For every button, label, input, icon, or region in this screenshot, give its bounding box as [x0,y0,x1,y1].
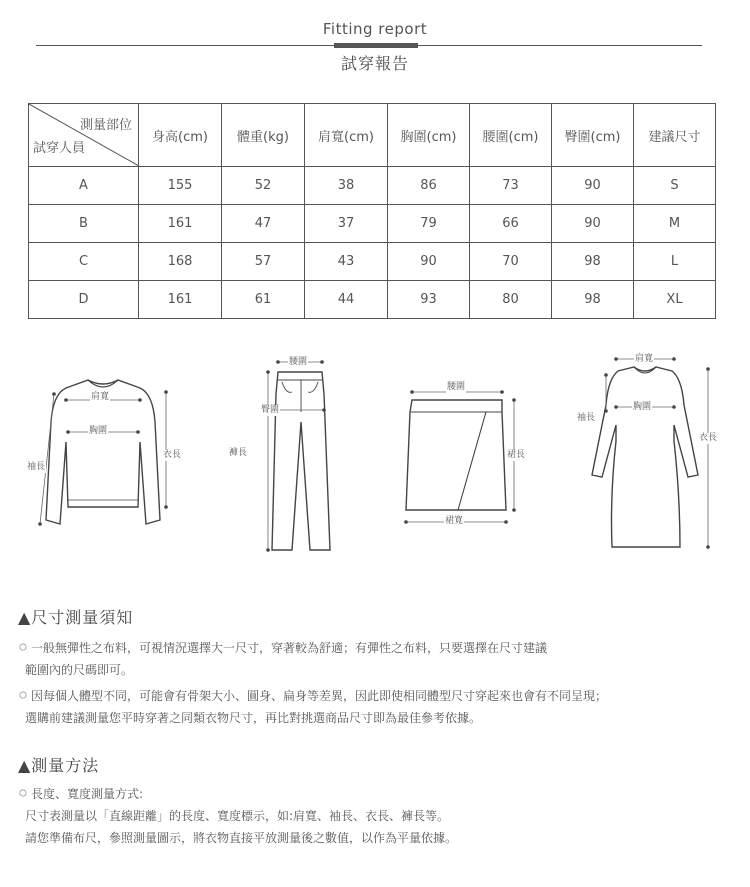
table-cell: M [634,205,716,243]
size-table [28,103,716,319]
note-paragraph-1 [18,637,547,681]
method-line-1: 長度、寬度測量方式: [31,787,144,801]
table-cell: 61 [222,281,305,319]
dress-measure-diagram [570,345,740,560]
table-cell: 155 [139,167,222,205]
label-waist: 腰圍 [289,357,308,367]
top-measure-diagram [18,352,198,562]
table-cell: 38 [305,167,388,205]
table-cell: 90 [388,243,470,281]
column-header: 建議尺寸 [634,104,716,167]
column-header: 臀圍(cm) [552,104,634,167]
label-skirt-hem: 裙寬 [445,516,464,526]
column-header: 身高(cm) [139,104,222,167]
table-cell: 47 [222,205,305,243]
label-pants-length: 褲長 [229,448,248,458]
column-header: 腰圍(cm) [470,104,552,167]
table-cell: 80 [470,281,552,319]
table-cell: 168 [139,243,222,281]
table-cell: 161 [139,205,222,243]
row-name: B [29,205,139,243]
title-accent-bar [334,43,418,48]
row-name: C [29,243,139,281]
table-cell: 44 [305,281,388,319]
table-cell: 98 [552,243,634,281]
table-cell: 86 [388,167,470,205]
label-shoulder: 肩寬 [91,392,110,402]
label-dress-sleeve: 袖長 [577,413,596,423]
note-1-line-1: 一般無彈性之布料，可視情況選擇大一尺寸，穿著較為舒適；有彈性之布料，只要選擇在尺寸建議 [31,641,548,655]
table-cell: 93 [388,281,470,319]
table-cell: 37 [305,205,388,243]
bullet-icon [20,692,27,699]
pants-measure-diagram [220,352,350,562]
table-row [29,281,716,319]
label-dress-length: 衣長 [699,433,718,443]
label-sleeve: 袖長 [27,462,46,472]
title-chinese: 試穿報告 [340,54,409,73]
skirt-measure-diagram [388,352,548,562]
table-cell: 90 [552,167,634,205]
table-cell: 43 [305,243,388,281]
label-length: 衣長 [163,450,182,460]
row-name: D [29,281,139,319]
table-corner-cell [29,104,139,167]
note-paragraph-2 [18,685,607,729]
corner-label-measure: 測量部位 [79,118,132,133]
label-chest: 胸圍 [89,426,108,436]
label-dress-shoulder: 肩寬 [635,354,654,364]
note-2-line-2: 選購前建議測量您平時穿著之同類衣物尺寸，再比對挑選商品尺寸即為最佳參考依據。 [25,711,482,725]
table-cell: 66 [470,205,552,243]
section-title-method: ▲測量方法 [18,756,100,775]
table-cell: 52 [222,167,305,205]
label-skirt-waist: 腰圍 [447,382,466,392]
table-cell: 90 [552,205,634,243]
table-cell: 161 [139,281,222,319]
label-skirt-length: 裙長 [507,450,526,460]
table-cell: L [634,243,716,281]
table-cell: XL [634,281,716,319]
table-row [29,167,716,205]
title-english: Fitting report [322,20,428,38]
corner-label-tester: 試穿人員 [33,141,86,156]
column-header: 胸圍(cm) [388,104,470,167]
table-row [29,243,716,281]
table-header-row [29,104,716,167]
column-header: 肩寬(cm) [305,104,388,167]
bullet-icon [20,644,27,651]
table-row [29,205,716,243]
table-cell: S [634,167,716,205]
table-cell: 73 [470,167,552,205]
note-2-line-1: 因每個人體型不同，可能會有骨架大小、圓身、扁身等差異，因此即使相同體型尺寸穿起來也會有不同呈現； [31,689,608,703]
method-paragraph [18,783,457,849]
row-name: A [29,167,139,205]
method-line-2: 尺寸表測量以「直線距離」的長度、寬度標示，如:肩寬、袖長、衣長、褲長等。 [25,809,450,823]
table-cell: 57 [222,243,305,281]
note-1-line-2: 範圍內的尺碼即可。 [25,663,134,677]
table-cell: 98 [552,281,634,319]
dress-illustration [570,345,740,560]
method-line-3: 請您準備布尺，參照測量圖示，將衣物直接平放測量後之數值，以作為平量依據。 [25,831,458,845]
section-title-notes: ▲尺寸測量須知 [18,608,134,627]
label-dress-chest: 胸圍 [633,402,652,412]
table-cell: 70 [470,243,552,281]
table-cell: 79 [388,205,470,243]
bullet-icon [20,790,27,797]
column-header: 體重(kg) [222,104,305,167]
label-hip: 臀圍 [261,405,280,415]
